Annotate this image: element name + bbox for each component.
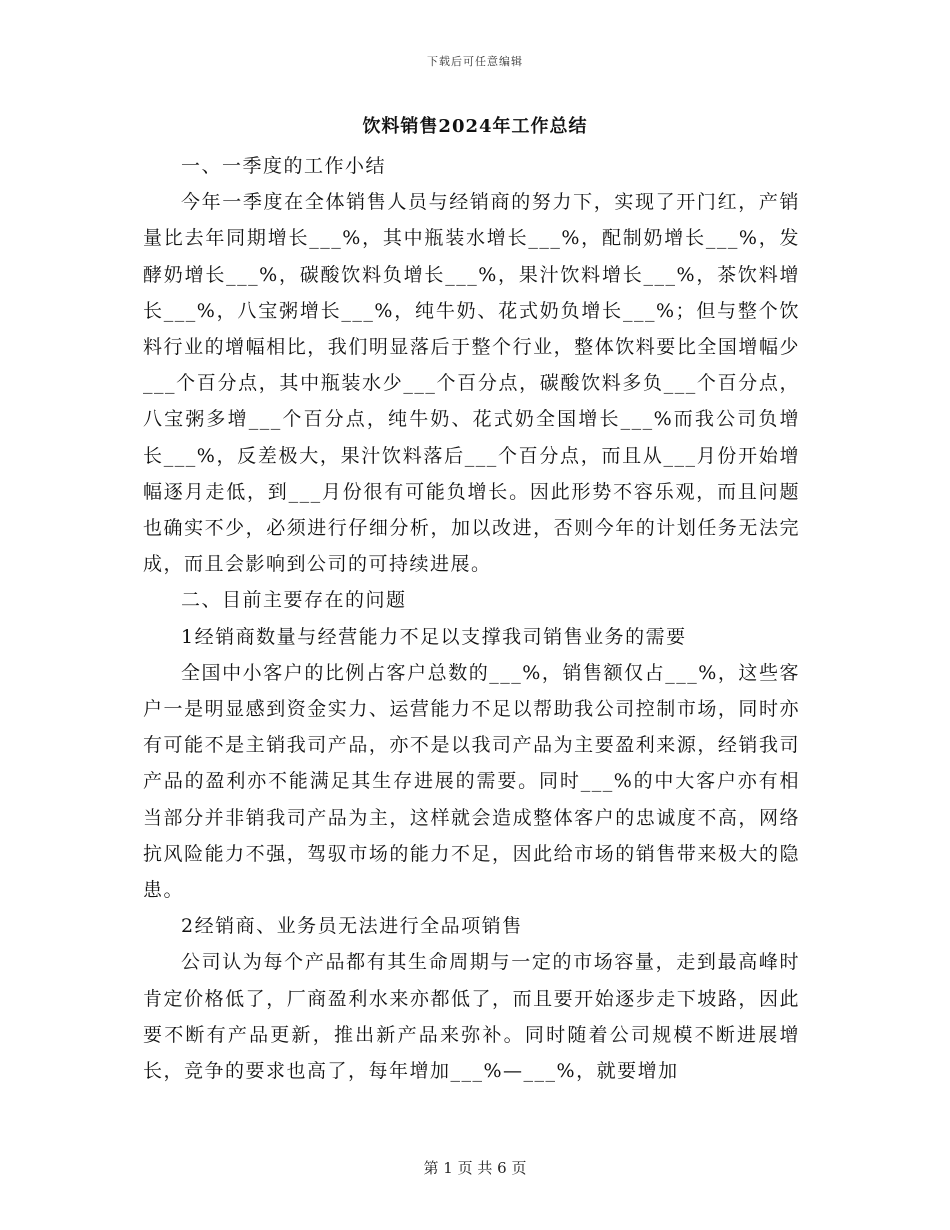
header-note: 下载后可任意编辑	[427, 55, 523, 68]
paragraph-product-lifecycle: 公司认为每个产品都有其生命周期与一定的市场容量，走到最高峰时肯定价格低了，厂商盈利水来亦都低了，而且要开始逐步走下坡路，因此要不断有产品更新，推出新产品来弥补。同时随着公司规模不断进展增长，竞争的要求也高了，每年增加___%—___%，就要增加	[143, 951, 800, 1083]
section-heading-1: 一、一季度的工作小结	[181, 155, 387, 177]
page-number: 第 1 页 共 6 页	[423, 1159, 527, 1177]
paragraph-q1-summary: 今年一季度在全体销售人员与经销商的努力下，实现了开门红，产销量比去年同期增长___%，其中瓶装水增长___%，配制奶增长___%，发酵奶增长___%，碳酸饮料负增长___%，果汁饮料增长___%，茶饮料增长___%，八宝粥增长___%，纯牛奶、花式奶负增长___%；但与整个饮料行业的增幅相比，我们明显落后于整个行业，整体饮料要比全国增幅少___个百分点，其中瓶装水少___个百分点，碳酸饮料多负___个百分点，八宝粥多增___个百分点，纯牛奶、花式奶全国增长___%而我公司负增长___%，反差极大，果汁饮料落后___个百分点，而且从___月份开始增幅逐月走低，到___月份很有可能负增长。因此形势不容乐观，而且问题也确实不少，必须进行仔细分析，加以改进，否则今年的计划任务无法完成，而且会影响到公司的可持续进展。	[143, 191, 800, 576]
document-title: 饮料销售2024年工作总结	[362, 116, 588, 137]
subheading-2: 2经销商、业务员无法进行全品项销售	[181, 915, 523, 938]
paragraph-customers: 全国中小客户的比例占客户总数的___%，销售额仅占___%，这些客户一是明显感到资金实力、运营能力不足以帮助我公司控制市场，同时亦有可能不是主销我司产品，亦不是以我司产品为主要盈利来源，经销我司产品的盈利亦不能满足其生存进展的需要。同时___%的中大客户亦有相当部分并非销我司产品为主，这样就会造成整体客户的忠诚度不高，网络抗风险能力不强，驾驭市场的能力不足，因此给市场的销售带来极大的隐患。	[143, 661, 800, 902]
subheading-1: 1经销商数量与经营能力不足以支撑我司销售业务的需要	[181, 625, 687, 648]
document-body	[143, 148, 800, 1089]
section-heading-2: 二、目前主要存在的问题	[181, 589, 407, 612]
